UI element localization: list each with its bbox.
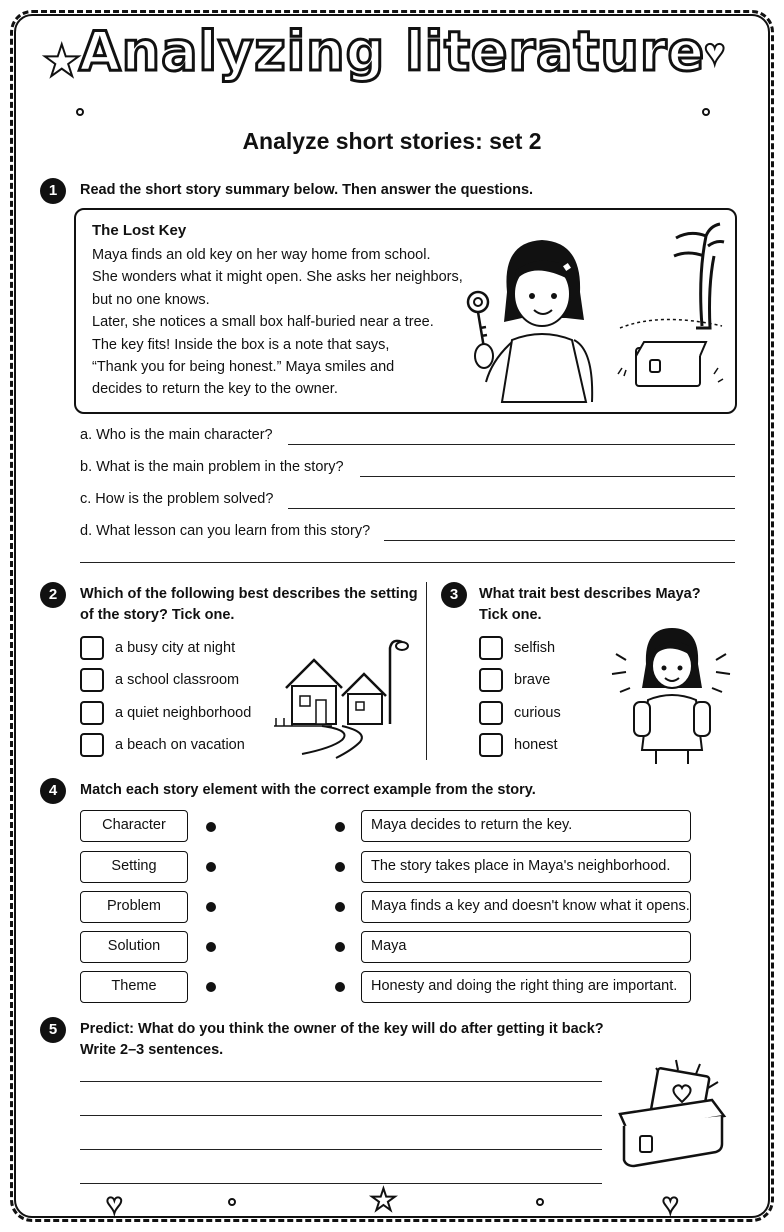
checkbox-trait-curious[interactable] (479, 701, 503, 725)
question-number-3: 3 (441, 582, 467, 608)
treasure-box-with-note-illustration (616, 1056, 736, 1170)
page-subtitle: Analyze short stories: set 2 (242, 128, 542, 154)
story-line: but no one knows. (92, 291, 210, 308)
match-element-problem[interactable]: Problem (80, 891, 188, 923)
question-1d: d. What lesson can you learn from this story? (80, 523, 371, 539)
heart-icon: ♥ (106, 1188, 123, 1219)
option-label: a school classroom (115, 672, 240, 688)
checkbox-setting-beach[interactable] (80, 733, 104, 757)
match-element-character[interactable]: Character (80, 810, 188, 842)
match-dot-left[interactable] (206, 822, 216, 832)
match-dot-left[interactable] (206, 902, 216, 912)
checkbox-trait-selfish[interactable] (479, 636, 503, 660)
match-dot-left[interactable] (206, 862, 216, 872)
answer-line-1d-extra[interactable] (80, 562, 735, 563)
match-element-solution[interactable]: Solution (80, 931, 188, 963)
story-line: Maya finds an old key on her way home from school. (92, 247, 431, 263)
answer-line-5[interactable] (80, 1115, 602, 1116)
question-1b: b. What is the main problem in the story? (80, 459, 344, 475)
option-label: a beach on vacation (115, 737, 245, 753)
answer-line-1b[interactable] (360, 476, 735, 477)
match-example-5[interactable]: Honesty and doing the right thing are important. (361, 971, 691, 1003)
answer-line-5[interactable] (80, 1183, 602, 1184)
answer-line-5[interactable] (80, 1149, 602, 1150)
match-dot-right[interactable] (335, 822, 345, 832)
question-3-prompt-line2: Tick one. (479, 607, 542, 623)
girl-with-key-illustration (462, 232, 612, 402)
option-label: brave (514, 672, 551, 688)
match-dot-right[interactable] (335, 862, 345, 872)
checkbox-setting-city[interactable] (80, 636, 104, 660)
match-dot-left[interactable] (206, 942, 216, 952)
heart-icon: ♥ (704, 31, 726, 72)
option-label: selfish (514, 640, 556, 656)
checkbox-trait-brave[interactable] (479, 668, 503, 692)
match-example-4[interactable]: Maya (361, 931, 691, 963)
match-dot-right[interactable] (335, 982, 345, 992)
question-1-instruction: Read the short story summary below. Then answer the questions. (80, 182, 534, 198)
match-dot-right[interactable] (335, 942, 345, 952)
checkbox-setting-neighborhood[interactable] (80, 701, 104, 725)
page-title: Analyzing literature (78, 20, 706, 83)
circle-decoration (76, 108, 84, 116)
question-number-2: 2 (40, 582, 66, 608)
story-title: The Lost Key (92, 222, 187, 239)
heart-icon: ♥ (662, 1188, 679, 1219)
question-3-prompt-line1: What trait best describes Maya? (479, 586, 701, 602)
match-element-setting[interactable]: Setting (80, 851, 188, 883)
circle-decoration (702, 108, 710, 116)
star-icon: ★ (42, 37, 82, 86)
answer-line-5[interactable] (80, 1081, 602, 1082)
option-label: a quiet neighborhood (115, 705, 252, 721)
answer-line-1a[interactable] (288, 444, 735, 445)
story-line: “Thank you for being honest.” Maya smiles and (92, 359, 395, 376)
houses-illustration (272, 634, 412, 758)
girl-with-backpack-illustration (612, 624, 730, 764)
match-example-1[interactable]: Maya decides to return the key. (361, 810, 691, 842)
question-number-4: 4 (40, 778, 66, 804)
circle-decoration (536, 1198, 544, 1206)
circle-decoration (228, 1198, 236, 1206)
checkbox-setting-classroom[interactable] (80, 668, 104, 692)
match-dot-left[interactable] (206, 982, 216, 992)
match-dot-right[interactable] (335, 902, 345, 912)
story-text (92, 244, 472, 401)
match-example-2[interactable]: The story takes place in Maya's neighborhood. (361, 851, 691, 883)
checkbox-trait-honest[interactable] (479, 733, 503, 757)
option-label: a busy city at night (115, 640, 236, 656)
answer-line-1d[interactable] (384, 540, 735, 541)
section-divider (426, 582, 427, 760)
story-line: decides to return the key to the owner. (92, 381, 338, 398)
match-example-3[interactable]: Maya finds a key and doesn't know what it opens. (361, 891, 691, 923)
story-line: She wonders what it might open. She asks her neighbors, (92, 269, 463, 286)
star-icon: ★ (370, 1184, 397, 1217)
option-label: honest (514, 737, 558, 753)
option-label: curious (514, 705, 561, 721)
question-1c: c. How is the problem solved? (80, 491, 274, 507)
question-1a: a. Who is the main character? (80, 427, 273, 443)
question-2-prompt-line2: of the story? Tick one. (80, 607, 235, 623)
match-element-theme[interactable]: Theme (80, 971, 188, 1003)
question-5-prompt-line1: Predict: What do you think the owner of the key will do after getting it back? (80, 1021, 604, 1037)
tree-and-box-illustration (610, 216, 730, 396)
story-line: The key fits! Inside the box is a note that says, (92, 336, 390, 353)
question-5-prompt-line2: Write 2–3 sentences. (80, 1042, 224, 1058)
question-number-5: 5 (40, 1017, 66, 1043)
story-line: Later, she notices a small box half-buried near a tree. (92, 314, 434, 331)
question-4-instruction: Match each story element with the correct example from the story. (80, 782, 536, 798)
question-2-prompt-line1: Which of the following best describes the setting (80, 586, 418, 602)
answer-line-1c[interactable] (288, 508, 735, 509)
question-number-1: 1 (40, 178, 66, 204)
